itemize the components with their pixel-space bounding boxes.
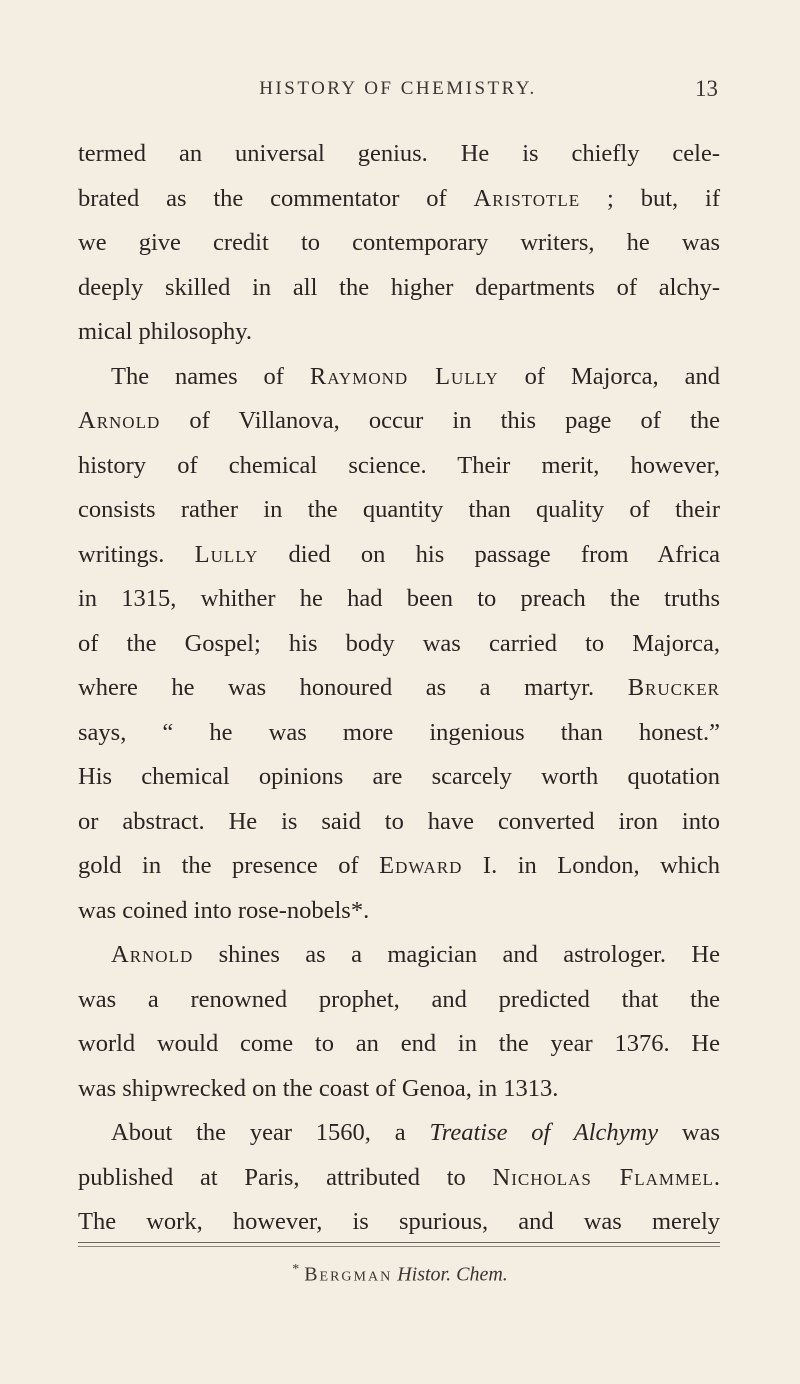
- text-line: published at Paris, attributed to Nicholas Flammel.: [78, 1163, 720, 1191]
- page-number: 13: [695, 76, 718, 101]
- text-line: writings. Lully died on his passage from Africa: [78, 540, 720, 568]
- text-line: was coined into rose-nobels*.: [78, 896, 370, 924]
- text-line: Arnold of Villanova, occur in this page of the: [78, 407, 720, 434]
- footnote-marker: *: [292, 1262, 300, 1277]
- text-line: deeply skilled in all the higher departments of alchy-: [78, 273, 720, 301]
- body-text: [78, 132, 720, 1245]
- name-aristotle: Aristotle: [473, 184, 581, 212]
- name-lully: Lully: [194, 540, 259, 568]
- name-brucker: Brucker: [627, 674, 720, 701]
- name-nicholas-flammel: Nicholas Flammel: [492, 1163, 714, 1191]
- footnote: [0, 1262, 800, 1287]
- text-line: in 1315, whither he had been to preach the truths: [78, 585, 720, 612]
- title-treatise: Treatise of Alchymy: [429, 1119, 659, 1146]
- name-arnold: Arnold: [111, 941, 194, 968]
- text-line: says, “ he was more ingenious than honest.”: [78, 718, 720, 746]
- footnote-title: Histor. Chem.: [397, 1263, 508, 1286]
- text-line: was a renowned prophet, and predicted that the: [78, 985, 720, 1013]
- name-edward: Edward: [379, 852, 463, 879]
- text-line: mical philosophy.: [78, 318, 252, 345]
- text-line: His chemical opinions are scarcely worth quotation: [78, 763, 720, 790]
- paragraph-start: Arnold shines as a magician and astrologer. He: [111, 941, 720, 968]
- text-line: history of chemical science. Their merit, however,: [78, 451, 720, 479]
- footnote-rule-inner: [78, 1246, 720, 1247]
- paragraph-start: The names of Raymond Lully of Majorca, and: [111, 362, 720, 390]
- text-line: world would come to an end in the year 1376. He: [78, 1030, 720, 1057]
- text-line: of the Gospel; his body was carried to Majorca,: [78, 629, 720, 657]
- name-raymond-lully: Raymond Lully: [309, 362, 499, 390]
- text-line: we give credit to contemporary writers, he was: [78, 229, 720, 256]
- text-line: where he was honoured as a martyr. Brucker: [78, 674, 720, 701]
- page-header: [78, 78, 718, 110]
- text-line: was shipwrecked on the coast of Genoa, in 1313.: [78, 1074, 559, 1102]
- running-head: HISTORY OF CHEMISTRY.: [259, 78, 537, 99]
- footnote-author: Bergman: [304, 1263, 393, 1286]
- footnote-rule: [78, 1242, 720, 1243]
- text-line: consists rather in the quantity than quality of their: [78, 496, 720, 523]
- text-line: brated as the commentator of Aristotle ; but, if: [78, 184, 720, 212]
- text-line: gold in the presence of Edward I. in London, which: [78, 852, 720, 879]
- name-arnold: Arnold: [78, 407, 161, 434]
- text-line: or abstract. He is said to have converted iron into: [78, 807, 720, 835]
- text-line: termed an universal genius. He is chiefly cele-: [78, 140, 720, 167]
- text-line: The work, however, is spurious, and was merely: [78, 1208, 720, 1235]
- paragraph-start: About the year 1560, a Treatise of Alchymy was: [111, 1119, 720, 1146]
